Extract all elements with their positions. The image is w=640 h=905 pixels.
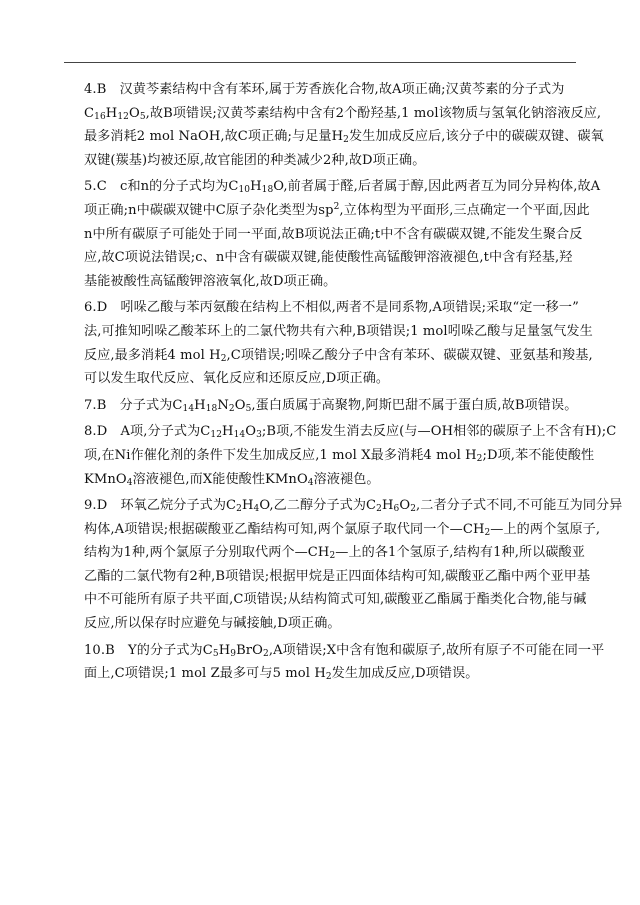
explanation-item	[84, 394, 580, 418]
explanation-line: 7.B 分子式为$C_{14}H_{18}N_2O_5$,蛋白质属于高聚物,阿斯巴甜不属于蛋白质,故B项错误。	[84, 397, 578, 414]
explanation-item	[84, 296, 593, 390]
explanation-line: 9.D 环氧乙烷分子式为$C_2H_4O$,乙二醇分子式为$C_2H_6O_2$,二者分子式不同,不可能互为同分异	[84, 498, 623, 515]
explanation-line: 5.C c和n的分子式均为$C_{10}H_{18}O$,前者属于醛,后者属于醇,因此两者互为同分异构体,故A	[84, 179, 601, 196]
explanation-line: 基能被酸性高锰酸钾溶液氧化,故D项正确。	[84, 273, 337, 289]
explanation-item	[84, 494, 623, 636]
answer-explanations	[84, 78, 623, 689]
explanation-line: 法,可推知吲哚乙酸苯环上的二氯代物共有六种,B项错误;1 mol吲哚乙酸与足量氢气发生	[84, 323, 593, 339]
explanation-line: 8.D A项,分子式为$C_{12}H_{14}O_3;B$项,不能发生消去反应(与—OH相邻的碳原子上不含有H);C	[84, 424, 617, 441]
explanation-item	[84, 78, 604, 172]
header-rule	[64, 62, 576, 63]
explanation-line: 项正确;n中碳碳双键中C原子杂化类型为$sp^2$,立体构型为平面形,三点确定一个平面,因此	[84, 201, 590, 218]
explanation-line: 构体,A项错误;根据碳酸亚乙酯结构可知,两个氯原子取代同一个$—CH_2—$上的两个氢原子,	[84, 521, 601, 538]
explanation-line: $C_{16}H_{12}O_5$,故B项错误;汉黄芩素结构中含有2个酚羟基,1 mol该物质与氢氧化钠溶液反应,	[84, 105, 602, 122]
explanation-line: 反应,所以保存时应避免与碱接触,D项正确。	[84, 616, 341, 632]
explanation-line: 应,故C项说法错误;c、n中含有碳碳双键,能使酸性高锰酸钾溶液褪色,t中含有羟基,羟	[84, 250, 573, 266]
explanation-line: 反应,最多消耗4 mol $H_2,C$项错误;吲哚乙酸分子中含有苯环、碳碳双键、亚氨基和羧基,	[84, 347, 593, 364]
explanation-line: 可以发生取代反应、氧化反应和还原反应,D项正确。	[84, 371, 390, 387]
explanation-line: n中所有碳原子可能处于同一平面,故B项说法正确;t中不含有碳碳双键,不能发生聚合反	[84, 226, 583, 242]
explanation-line: 项,在Ni作催化剂的条件下发生加成反应,1 mol X最多消耗4 mol $H_2;D$项,苯不能使酸性	[84, 447, 595, 464]
explanation-line: 面上,C项错误;1 mol Z最多可与5 mol $H_2$发生加成反应,D项错误。	[84, 666, 479, 683]
explanation-line: 4.B 汉黄芩素结构中含有苯环,属于芳香族化合物,故A项正确;汉黄芩素的分子式为	[84, 82, 565, 97]
explanation-line: 乙酯的二氯代物有2种,B项错误;根据甲烷是正四面体结构可知,碳酸亚乙酯中两个亚甲基	[84, 568, 591, 584]
explanation-item	[84, 639, 605, 686]
explanation-item	[84, 175, 601, 293]
explanation-line: 双键(羰基)均被还原,故官能团的种类减少2种,故D项正确。	[84, 152, 426, 168]
explanation-line: 6.D 吲哚乙酸与苯丙氨酸在结构上不相似,两者不是同系物,A项错误;采取“定一移一”	[84, 300, 579, 316]
explanation-line: KMnO$_4$溶液褪色,而X能使酸性KMnO$_4$溶液褪色。	[84, 471, 380, 488]
explanation-line: 中不可能所有原子共平面,C项错误;从结构简式可知,碳酸亚乙酯属于酯类化合物,能与碱	[84, 592, 587, 608]
explanation-item	[84, 420, 617, 491]
explanation-line: 结构为1种,两个氯原子分别取代两个$—CH_2—$上的各1个氢原子,结构有1种,所以碳酸亚	[84, 545, 585, 562]
explanation-line: 10.B Y的分子式为$C_5H_9BrO_2,A$项错误;X中含有饱和碳原子,故所有原子不可能在同一平	[84, 642, 605, 659]
explanation-line: 最多消耗2 mol NaOH,故C项正确;与足量$H_2$发生加成反应后,该分子中的碳碳双键、碳氧	[84, 129, 604, 146]
